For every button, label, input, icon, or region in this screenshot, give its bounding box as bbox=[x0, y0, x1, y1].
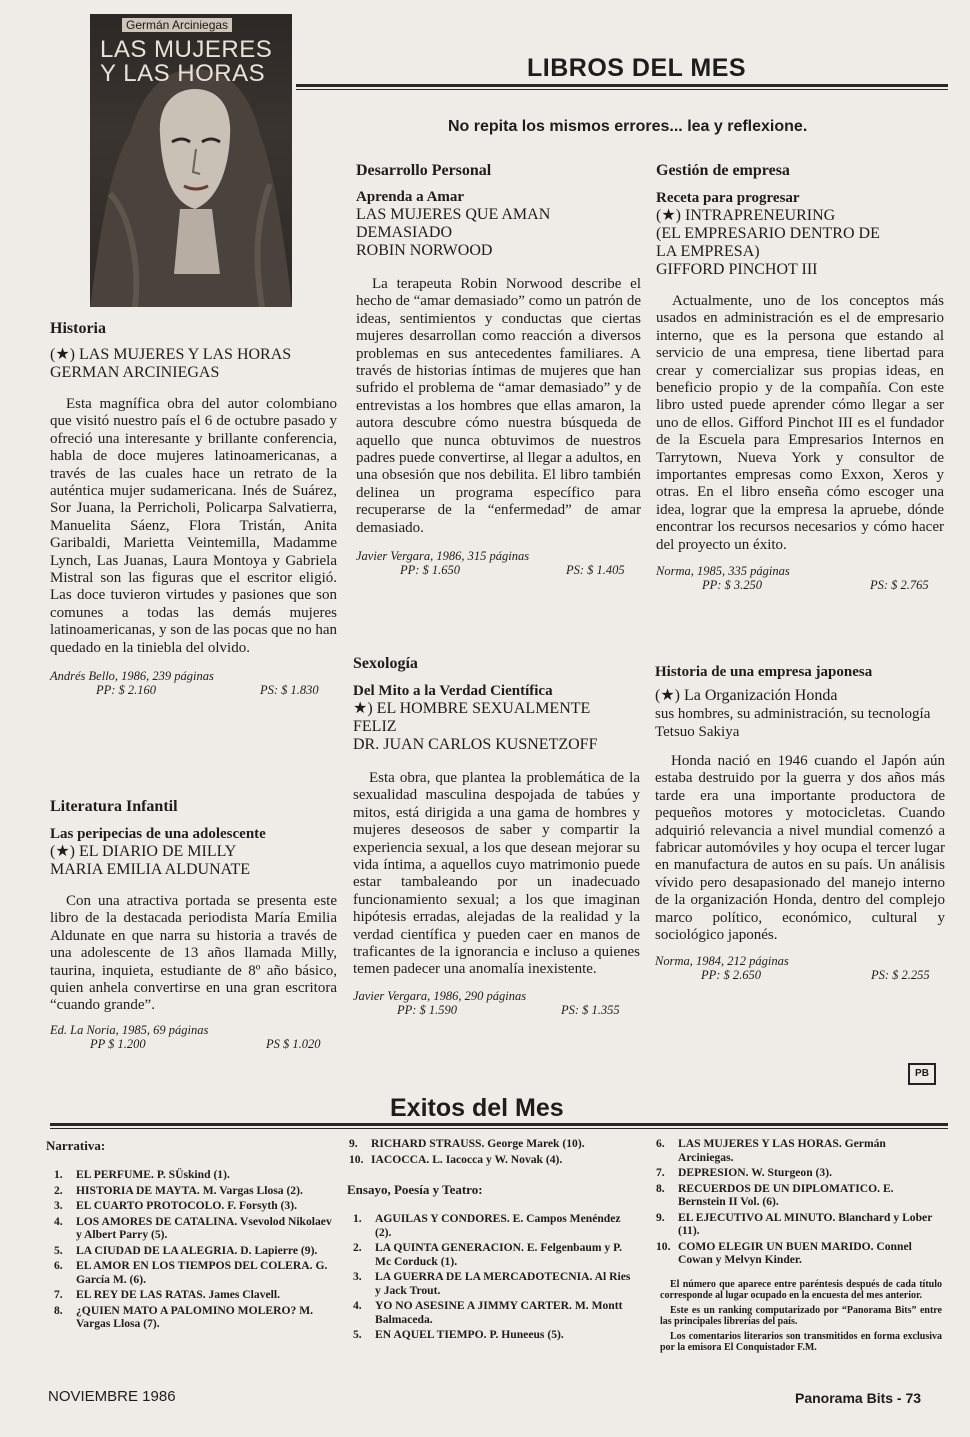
list-item bbox=[54, 1168, 334, 1182]
book-title-line2: DEMASIADO bbox=[356, 224, 452, 241]
book-cover-image bbox=[90, 14, 292, 307]
list-item bbox=[54, 1288, 334, 1302]
list-item-number: 10. bbox=[349, 1152, 364, 1166]
book-subtitle: Receta para progresar bbox=[656, 190, 800, 206]
narrativa-list-continued bbox=[347, 1137, 635, 1166]
list-item bbox=[656, 1211, 942, 1238]
book-title: (★) LAS MUJERES Y LAS HORAS bbox=[50, 346, 292, 363]
book-author: Tetsuo Sakiya bbox=[655, 724, 740, 740]
list-item-number: 5. bbox=[54, 1243, 63, 1257]
list-item-text: LA QUINTA GENERACION. E. Felgenbaum y P. Mc Corduck (1). bbox=[375, 1241, 623, 1268]
exitos-notes bbox=[654, 1279, 942, 1355]
price-line bbox=[353, 1003, 640, 1017]
book-subtitle: Aprenda a Amar bbox=[356, 189, 465, 205]
list-item-number: 6. bbox=[656, 1137, 665, 1150]
price-ps: PS: $ 2.255 bbox=[871, 968, 930, 983]
list-item bbox=[353, 1299, 635, 1326]
list-item bbox=[349, 1153, 635, 1167]
book-subtitle: Del Mito a la Verdad Científica bbox=[353, 683, 553, 699]
book-title: (★) EL DIARIO DE MILLY bbox=[50, 843, 237, 860]
review-literatura bbox=[50, 798, 337, 1051]
header-rule bbox=[296, 84, 948, 87]
review-body: Honda nació en 1946 cuando el Japón aún estaba destruido por la guerra y dos años más tarde era una importante productora de pequeños motores y motocicletas. Cuando adquirió relevancia a nivel mundial comenzó a fabricar automóviles y hoy ocupa el tercer lugar en manufactura de autos en su país. Un análisis vívido pero desapasionado del manejo interno de la organización Honda, dentro del complejo marco político, económico, cultural y sociológico japonés. bbox=[655, 753, 945, 944]
list-item bbox=[54, 1304, 334, 1331]
list-item bbox=[54, 1199, 334, 1213]
exitos-col3 bbox=[654, 1137, 942, 1357]
note-parentheses: El número que aparece entre paréntesis después de cada título corresponde al lugar ocupado en la encuesta del mes anterior. bbox=[660, 1278, 942, 1302]
book-author: GIFFORD PINCHOT III bbox=[656, 261, 818, 278]
price-ps: PS: $ 2.765 bbox=[870, 578, 929, 593]
list-item-text: LAS MUJERES Y LAS HORAS. Germán Arciniegas. bbox=[678, 1137, 886, 1164]
ensayo-heading: Ensayo, Poesía y Teatro: bbox=[347, 1182, 483, 1197]
publisher-info: Javier Vergara, 1986, 290 páginas bbox=[353, 988, 527, 1003]
list-item-number: 9. bbox=[656, 1210, 665, 1224]
list-item-text: YO NO ASESINE A JIMMY CARTER. M. Montt Balmaceda. bbox=[375, 1299, 623, 1326]
list-item-text: IACOCCA. L. Iacocca y W. Novak (4). bbox=[371, 1152, 563, 1166]
exitos-title: Exitos del Mes bbox=[390, 1094, 564, 1122]
list-item-number: 7. bbox=[656, 1166, 665, 1179]
exitos-col2 bbox=[347, 1137, 635, 1344]
list-item-text: ¿QUIEN MATO A PALOMINO MOLERO? M. Vargas Llosa (7). bbox=[76, 1303, 314, 1330]
book-title-line1: (★) INTRAPRENEURING bbox=[656, 207, 836, 224]
list-item bbox=[353, 1241, 635, 1268]
price-line bbox=[656, 578, 944, 592]
list-item-text: EN AQUEL TIEMPO. P. Huneeus (5). bbox=[375, 1328, 564, 1341]
list-item-number: 5. bbox=[353, 1328, 362, 1341]
review-body: Con una atractiva portada se presenta este libro de la destacada periodista María Emilia Aldunate en que narra su historia a través de una adolescente de 13 años llamada Milly, taurina, inquieta, estudiante de 8º año básico, quien anhela convertirse en una gran escritora “cuando grande”. bbox=[50, 893, 337, 1014]
list-item-text: EL EJECUTIVO AL MINUTO. Blanchard y Lober (11). bbox=[678, 1210, 933, 1237]
price-pp: PP: $ 1.590 bbox=[397, 1002, 458, 1017]
list-item-number: 1. bbox=[54, 1168, 63, 1181]
price-line bbox=[50, 683, 337, 697]
list-item bbox=[54, 1215, 334, 1242]
header-rule-thin bbox=[296, 89, 948, 90]
price-line bbox=[356, 563, 641, 577]
list-item bbox=[656, 1166, 942, 1180]
price-ps: PS: $ 1.355 bbox=[561, 1002, 620, 1017]
list-item bbox=[54, 1259, 334, 1286]
list-item-number: 1. bbox=[353, 1212, 362, 1225]
note-radio: Los comentarios literarios son transmitidos en forma exclusiva por la emisora El Conquistador F.M. bbox=[660, 1330, 942, 1354]
list-item bbox=[353, 1212, 635, 1239]
ensayo-list bbox=[347, 1212, 635, 1342]
list-item-number: 6. bbox=[54, 1259, 63, 1272]
list-item-number: 4. bbox=[353, 1299, 362, 1312]
cover-title-line2: Y LAS HORAS bbox=[100, 60, 266, 87]
book-title-line1: ★) EL HOMBRE SEXUALMENTE bbox=[353, 700, 591, 717]
book-title-line1: LAS MUJERES QUE AMAN bbox=[356, 206, 551, 223]
pb-logo: PB bbox=[908, 1063, 936, 1085]
review-desarrollo bbox=[356, 162, 641, 577]
book-author: ROBIN NORWOOD bbox=[356, 242, 493, 259]
list-item-text: HISTORIA DE MAYTA. M. Vargas Llosa (2). bbox=[76, 1183, 303, 1197]
list-item-text: EL PERFUME. P. SÜskind (1). bbox=[76, 1168, 230, 1181]
list-item-number: 4. bbox=[54, 1214, 63, 1228]
review-honda bbox=[655, 664, 945, 982]
exitos-rule-thin bbox=[50, 1128, 948, 1129]
book-title-line2: (EL EMPRESARIO DENTRO DE bbox=[656, 225, 880, 242]
review-gestion bbox=[656, 162, 944, 592]
price-ps: PS: $ 1.830 bbox=[260, 683, 319, 698]
book-title-line2: sus hombres, su administración, su tecnología bbox=[655, 706, 931, 722]
list-item bbox=[656, 1240, 942, 1267]
list-item-number: 2. bbox=[353, 1241, 362, 1254]
list-item-number: 3. bbox=[54, 1199, 63, 1212]
price-pp: PP: $ 1.650 bbox=[400, 563, 461, 578]
list-item-number: 8. bbox=[54, 1303, 63, 1317]
list-item-number: 7. bbox=[54, 1288, 63, 1301]
list-item bbox=[353, 1270, 635, 1297]
section-heading: Gestión de empresa bbox=[656, 162, 790, 179]
price-ps: PS $ 1.020 bbox=[266, 1036, 321, 1051]
list-item bbox=[656, 1182, 942, 1209]
list-item-text: DEPRESION. W. Sturgeon (3). bbox=[678, 1166, 832, 1179]
price-line bbox=[50, 1037, 337, 1051]
list-item-number: 3. bbox=[353, 1270, 362, 1283]
book-title-line2: FELIZ bbox=[353, 718, 397, 735]
list-item-text: LOS AMORES DE CATALINA. Vsevolod Nikolaev y Albert Parry (5). bbox=[76, 1214, 332, 1241]
list-item-text: LA GUERRA DE LA MERCADOTECNIA. Al Ries y Jack Trout. bbox=[375, 1270, 631, 1297]
review-sexologia bbox=[353, 655, 640, 1017]
price-pp: PP $ 1.200 bbox=[90, 1036, 146, 1051]
book-title-line3: LA EMPRESA) bbox=[656, 243, 760, 260]
section-heading: Desarrollo Personal bbox=[356, 162, 492, 179]
footer-page: Panorama Bits - 73 bbox=[795, 1390, 922, 1406]
book-subtitle: Las peripecias de una adolescente bbox=[50, 826, 266, 842]
list-item bbox=[349, 1137, 635, 1151]
book-author: GERMAN ARCINIEGAS bbox=[50, 364, 220, 381]
exitos-rule bbox=[50, 1123, 948, 1126]
ensayo-list-continued bbox=[654, 1137, 942, 1267]
price-pp: PP: $ 2.650 bbox=[701, 968, 762, 983]
footer-date: NOVIEMBRE 1986 bbox=[48, 1388, 176, 1405]
cover-author: Germán Arciniegas bbox=[122, 18, 232, 32]
list-item bbox=[656, 1137, 942, 1164]
list-item-number: 2. bbox=[54, 1183, 63, 1197]
list-item-text: EL AMOR EN LOS TIEMPOS DEL COLERA. G. García M. (6). bbox=[76, 1259, 328, 1286]
page-title: LIBROS DEL MES bbox=[527, 54, 747, 82]
publisher-info: Ed. La Noria, 1985, 69 páginas bbox=[50, 1022, 209, 1037]
price-line bbox=[655, 968, 945, 982]
list-item-text: EL REY DE LAS RATAS. James Clavell. bbox=[76, 1288, 280, 1301]
narrativa-list bbox=[46, 1168, 334, 1331]
review-body: La terapeuta Robin Norwood describe el hecho de “amar demasiado” como un patrón de ideas, sentimientos y conductas que ciertas mujeres desarrollan como reacción a diversos problemas en sus antecedentes familiares. A través de historias íntimas de mujeres que han sufrido el problema de “amar demasiado” y de entrevistas a los hombres que ellas amaron, la autora descubre cómo nuestra búsqueda de aquello que nunca obtuvimos de nuestros padres puede convertirse, al llegar a adultos, en una obsesión que nos debilita. El libro también delinea un programa específico para recuperarse de la “enfermedad” de amar demasiado. bbox=[356, 276, 641, 536]
publisher-info: Javier Vergara, 1986, 315 páginas bbox=[356, 549, 530, 564]
list-item-text: AGUILAS Y CONDORES. E. Campos Menéndez (2). bbox=[375, 1212, 621, 1239]
list-item bbox=[54, 1184, 334, 1198]
section-heading: Historia de una empresa japonesa bbox=[655, 664, 873, 680]
narrativa-heading: Narrativa: bbox=[46, 1138, 106, 1153]
review-body: Esta obra, que plantea la problemática de la sexualidad masculina despojada de tabúes y mitos, está dirigida a una gama de hombres y mujeres deseosos de saber y compartir la experiencia sexual, a los que desean mejorar su vida íntima, a aquellos cuyo matrimonio puede estar tambaleando por un inadecuado funcionamiento sexual; a los que imaginan hipótesis erradas, alejadas de la realidad y la verdad científica y pueden caer en manos de traficantes de la ignorancia e incluso a quienes temen padecer una anomalía inexistente. bbox=[353, 770, 640, 978]
note-ranking: Este es un ranking computarizado por “Panorama Bits” entre las principales librerías del país. bbox=[660, 1304, 942, 1328]
list-item-text: COMO ELEGIR UN BUEN MARIDO. Connel Cowan y Melvyn Kinder. bbox=[678, 1239, 912, 1266]
list-item-number: 10. bbox=[656, 1239, 671, 1253]
review-body: Esta magnífica obra del autor colombiano que visitó nuestro país el 6 de octubre pasado y ofreció una interesante y brillante conferencia, habla de doce mujeres latinoamericanas, a través de las cuales hace un retrato de la auténtica mujer sudamericana. Inés de Suárez, Sor Juana, la Perricholi, Policarpa Salvatierra, Manuelita Sáenz, Flora Tristán, Anita Garibaldi, Marietta Veintemilla, Madamme Lynch, Las Juanas, Laura Montoya y Gabriela Mistral son las figuras que el escritor eligió. Las doce tuvieron virtudes y pasiones que son comunes a todas las demás mujeres latinoamericanas, y son de las pocas que no han quedado en la tiniebla del olvido. bbox=[50, 396, 337, 656]
list-item bbox=[353, 1328, 635, 1342]
section-heading: Historia bbox=[50, 320, 106, 337]
section-heading: Literatura Infantil bbox=[50, 798, 178, 815]
book-author: DR. JUAN CARLOS KUSNETZOFF bbox=[353, 736, 598, 753]
page-tagline: No repita los mismos errores... lea y reflexione. bbox=[448, 118, 808, 135]
list-item bbox=[54, 1244, 334, 1258]
list-item-text: RECUERDOS DE UN DIPLOMATICO. E. Bernstein II Vol. (6). bbox=[678, 1181, 894, 1208]
list-item-text: RICHARD STRAUSS. George Marek (10). bbox=[371, 1137, 585, 1150]
book-author: MARIA EMILIA ALDUNATE bbox=[50, 861, 250, 878]
book-title-line1: (★) La Organización Honda bbox=[655, 687, 838, 704]
review-historia bbox=[50, 320, 337, 697]
publisher-info: Andrés Bello, 1986, 239 páginas bbox=[50, 669, 214, 684]
list-item-text: EL CUARTO PROTOCOLO. F. Forsyth (3). bbox=[76, 1199, 297, 1212]
price-pp: PP: $ 3.250 bbox=[702, 578, 763, 593]
list-item-number: 8. bbox=[656, 1181, 665, 1195]
review-body: Actualmente, uno de los conceptos más usados en administración es el de empresario interno, que es la persona que estando al servicio de una empresa, tiene libertad para crear y comercializar sus propias ideas, en beneficio propio y de la compañía. Con este libro usted puede aprender cómo llegar a ser uno de ellos. Gifford Pinchot III es el fundador de la Escuela para Empresarios Internos en Tarrytown, Nueva York y consultor de importantes empresas como Exxon, Xeros y otras. En el libro enseña cómo escoger una idea, lograr que la empresa la apruebe, dónde encontrar los recursos necesarios y cómo hacer del proyecto un éxito. bbox=[656, 293, 944, 553]
list-item-text: LA CIUDAD DE LA ALEGRIA. D. Lapierre (9). bbox=[76, 1243, 318, 1257]
cover-title-line1: LAS MUJERES bbox=[100, 36, 273, 63]
publisher-info: Norma, 1984, 212 páginas bbox=[655, 954, 789, 969]
publisher-info: Norma, 1985, 335 páginas bbox=[656, 564, 790, 579]
exitos-col1 bbox=[46, 1138, 334, 1333]
list-item-number: 9. bbox=[349, 1137, 358, 1150]
price-pp: PP: $ 2.160 bbox=[96, 683, 157, 698]
section-heading: Sexología bbox=[353, 655, 418, 672]
price-ps: PS: $ 1.405 bbox=[566, 563, 625, 578]
